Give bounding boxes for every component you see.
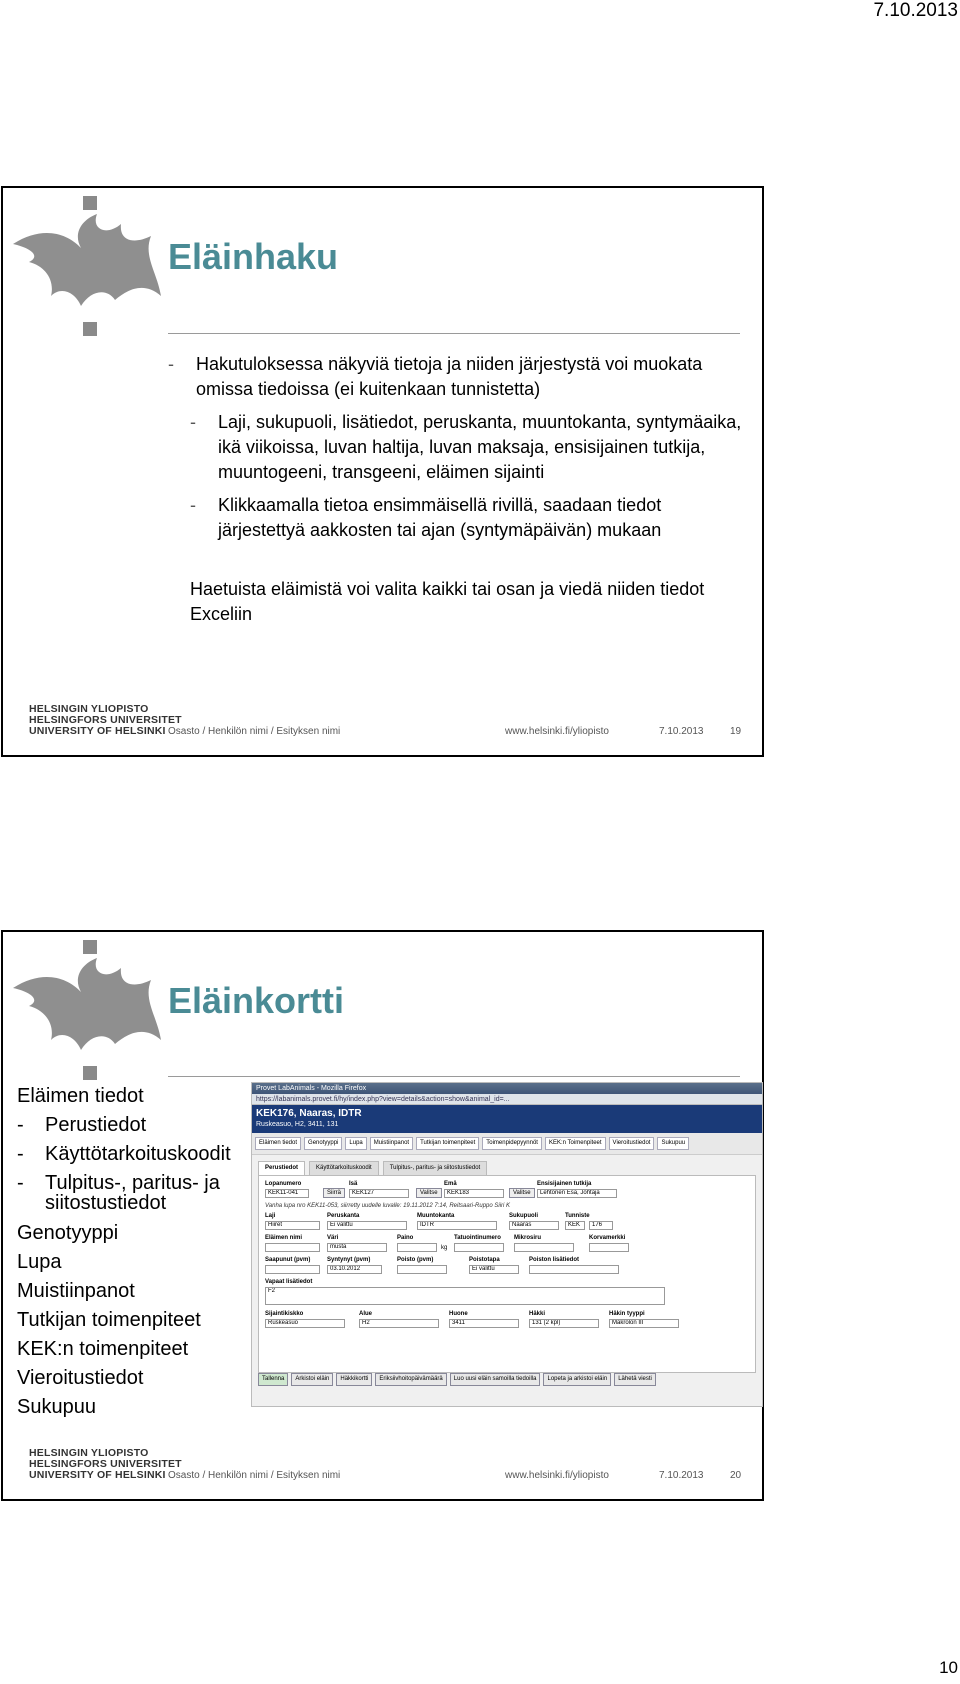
arkistoi-button[interactable]: Arkistoi eläin bbox=[291, 1373, 333, 1386]
bullet-text: Hakutuloksessa näkyviä tietoja ja niiden järjestystä voi muokata omissa tiedoissa (ei kuitenkaan tunnistetta) bbox=[196, 354, 703, 399]
lopanumero-field[interactable]: KEK11-041 bbox=[265, 1189, 309, 1198]
field-label: Isä bbox=[349, 1181, 358, 1187]
huone-select[interactable]: 3411 bbox=[449, 1319, 519, 1328]
slide-eläinhaku bbox=[1, 186, 764, 757]
luo-uusi-button[interactable]: Luo uusi eläin samoilla tiedoilla bbox=[450, 1373, 541, 1386]
field-label: Lopanumero bbox=[265, 1181, 302, 1187]
field-label: Poisto (pvm) bbox=[397, 1257, 434, 1263]
field-label: Tunniste bbox=[565, 1213, 590, 1219]
footer-department: Osasto / Henkilön nimi / Esityksen nimi bbox=[168, 1470, 341, 1481]
poiston-lisatiedot-field[interactable] bbox=[529, 1265, 619, 1274]
footer-department: Osasto / Henkilön nimi / Esityksen nimi bbox=[168, 726, 341, 737]
mikrosiru-field[interactable] bbox=[514, 1243, 574, 1252]
embedded-browser-screenshot bbox=[251, 1082, 763, 1407]
isa-field[interactable]: KEK127 bbox=[349, 1189, 409, 1198]
sub-list-item: - Käyttötarkoituskoodit bbox=[17, 1143, 231, 1165]
page-date: 7.10.2013 bbox=[873, 0, 958, 21]
page-number: 10 bbox=[939, 1658, 958, 1677]
list-item: Vieroitustiedot bbox=[17, 1367, 144, 1389]
ensisijainen-tutkija-select[interactable]: Lehtonen Esa, Johtaja bbox=[537, 1189, 617, 1198]
university-flame-logo-icon bbox=[11, 940, 161, 1080]
nav-kek-toimenpiteet[interactable]: KEK:n Toimenpiteet bbox=[545, 1137, 606, 1150]
lopeta-button[interactable]: Lopeta ja arkistoi eläin bbox=[543, 1373, 611, 1386]
nav-vieroitustiedot[interactable]: Vieroitustiedot bbox=[609, 1137, 655, 1150]
sub-list-item: - Perustiedot bbox=[17, 1114, 147, 1136]
nav-genotyyppi[interactable]: Genotyyppi bbox=[304, 1137, 342, 1150]
korvamerkki-field[interactable] bbox=[589, 1243, 629, 1252]
tab-tulpitus[interactable]: Tulpitus-, paritus- ja siitostustiedot bbox=[383, 1161, 487, 1175]
field-label: Tatuointinumero bbox=[454, 1235, 501, 1241]
field-label: Peruskanta bbox=[327, 1213, 360, 1219]
vapaat-lisatiedot-textarea[interactable]: F2 bbox=[265, 1287, 665, 1305]
bullet-text: Klikkaamalla tietoa ensimmäisellä rivillä, saadaan tiedot järjestettyä aakkosten tai ajan (syntymäpäivän) mukaan bbox=[218, 495, 662, 540]
university-flame-logo-icon bbox=[11, 196, 161, 336]
slide-title: Eläinkortti bbox=[168, 980, 345, 1021]
field-label: Mikrosiru bbox=[514, 1235, 542, 1241]
poisto-field[interactable] bbox=[397, 1265, 447, 1274]
muuntokanta-select[interactable]: IDTR bbox=[417, 1221, 497, 1230]
field-label: Vapaat lisätiedot bbox=[265, 1279, 313, 1285]
nav-sukupuu[interactable]: Sukupuu bbox=[657, 1137, 689, 1150]
nav-toimenpidepyynnot[interactable]: Toimenpidepyynnöt bbox=[482, 1137, 542, 1150]
nav-tutkijan-toimenpiteet[interactable]: Tutkijan toimenpiteet bbox=[416, 1137, 479, 1150]
permit-note: Vanha lupa nro KEK11-053, siirretty uudelle luvalle: 19.11.2012 7:14, Reitsaari-Ruppo Siiri K bbox=[265, 1203, 511, 1209]
tunniste-prefix-field[interactable]: KEK bbox=[565, 1221, 585, 1230]
list-item: Lupa bbox=[17, 1251, 62, 1273]
nav-lupa[interactable]: Lupa bbox=[345, 1137, 366, 1150]
valitse-isa-button[interactable]: Valitse bbox=[416, 1188, 442, 1198]
field-label: Saapunut (pvm) bbox=[265, 1257, 311, 1263]
field-label: Huone bbox=[449, 1311, 468, 1317]
sijaintikiskko-select[interactable]: Ruskeasuo bbox=[265, 1319, 345, 1328]
field-label: Syntynyt (pvm) bbox=[327, 1257, 371, 1263]
animal-header-title: KEK176, Naaras, IDTR bbox=[256, 1108, 362, 1119]
tab-kayttotarkoituskoodit[interactable]: Käyttötarkoituskoodit bbox=[309, 1161, 379, 1175]
sukupuoli-select[interactable]: Naaras bbox=[509, 1221, 559, 1230]
erikoishoito-button[interactable]: Eriksiivhoitopäivämäärä bbox=[375, 1373, 446, 1386]
saapunut-field[interactable] bbox=[265, 1265, 320, 1274]
card-navigation bbox=[252, 1133, 762, 1155]
vari-field[interactable]: musta bbox=[327, 1243, 387, 1252]
animal-header bbox=[252, 1105, 762, 1133]
footer-website: www.helsinki.fi/yliopisto bbox=[505, 1470, 609, 1481]
tab-perustiedot[interactable]: Perustiedot bbox=[258, 1161, 305, 1175]
valitse-ema-button[interactable]: Valitse bbox=[509, 1188, 535, 1198]
list-item: Eläimen tiedot bbox=[17, 1085, 144, 1107]
list-item: Sukupuu bbox=[17, 1396, 96, 1418]
field-label: Emä bbox=[444, 1181, 457, 1187]
field-label: Häkin tyyppi bbox=[609, 1311, 645, 1317]
field-label: Paino bbox=[397, 1235, 414, 1241]
browser-url-bar: https://labanimals.provet.fi/hy/index.php?view=details&action=show&animal_id=... bbox=[252, 1094, 762, 1105]
hakki-select[interactable]: 131 (2 kpl) bbox=[529, 1319, 599, 1328]
footer-date: 7.10.2013 bbox=[659, 1470, 704, 1481]
bullet-text: Laji, sukupuoli, lisätiedot, peruskanta, muuntokanta, syntymäaika, ikä viikoissa, luvan haltija, luvan maksaja, ensisijainen tutkija, muuntogeeni, transgeeni, eläimen sijainti bbox=[218, 412, 742, 482]
animal-header-subtitle: Ruskeasuo, H2, 3411, 131 bbox=[256, 1121, 339, 1128]
laheta-viesti-button[interactable]: Lähetä viesti bbox=[614, 1373, 656, 1386]
field-label: Korvamerkki bbox=[589, 1235, 626, 1241]
bullet-item: - Hakutuloksessa näkyviä tietoja ja niiden järjestystä voi muokata omissa tiedoissa (ei kuitenkaan tunnistetta) bbox=[168, 352, 748, 402]
tallenna-button[interactable]: Tallenna bbox=[258, 1373, 288, 1386]
form-actions bbox=[258, 1373, 656, 1386]
card-section-list bbox=[17, 1082, 252, 1422]
slide-eläinkortti bbox=[1, 930, 764, 1501]
sub-bullet-item: - Laji, sukupuoli, lisätiedot, peruskanta, muuntokanta, syntymäaika, ikä viikoissa, luvan haltija, luvan maksaja, ensisijainen tutkija, muuntogeeni, transgeeni, eläimen sijainti bbox=[190, 410, 748, 485]
list-item: Muistiinpanot bbox=[17, 1280, 135, 1302]
basic-info-form bbox=[258, 1175, 756, 1373]
field-label: Poistotapa bbox=[469, 1257, 500, 1263]
title-divider bbox=[168, 333, 740, 334]
syntynyt-field[interactable]: 03.10.2012 bbox=[327, 1265, 382, 1274]
paragraph: Haetuista eläimistä voi valita kaikki tai osan ja viedä niiden tiedot Exceliin bbox=[190, 579, 705, 624]
slide-title: Eläinhaku bbox=[168, 236, 339, 277]
list-item: KEK:n toimenpiteet bbox=[17, 1338, 189, 1360]
tatuointi-field[interactable] bbox=[454, 1243, 504, 1252]
field-label: Sijaintikiskko bbox=[265, 1311, 304, 1317]
sub-list-item: - Tulpitus-, paritus- ja siitostustiedot bbox=[17, 1172, 220, 1214]
footer-website: www.helsinki.fi/yliopisto bbox=[505, 726, 609, 737]
field-label: Väri bbox=[327, 1235, 339, 1241]
list-item: Tutkijan toimenpiteet bbox=[17, 1309, 201, 1331]
alue-select[interactable]: H2 bbox=[359, 1319, 439, 1328]
field-label: Sukupuoli bbox=[509, 1213, 538, 1219]
university-wordmark: HELSINGIN YLIOPISTO HELSINGFORS UNIVERSITET UNIVERSITY OF HELSINKI bbox=[29, 703, 182, 737]
tunniste-number-field[interactable]: 176 bbox=[589, 1221, 613, 1230]
field-label: Eläimen nimi bbox=[265, 1235, 303, 1241]
hakkikortti-button[interactable]: Häkkikortti bbox=[336, 1373, 372, 1386]
poistotapa-select[interactable]: Ei valittu bbox=[469, 1265, 519, 1274]
footer-date: 7.10.2013 bbox=[659, 726, 704, 737]
nav-muistiinpanot[interactable]: Muistiinpanot bbox=[370, 1137, 413, 1150]
peruskanta-select[interactable]: Ei valittu bbox=[327, 1221, 407, 1230]
paino-unit: kg bbox=[441, 1245, 448, 1251]
nimi-field[interactable] bbox=[265, 1243, 320, 1252]
siirra-button[interactable]: Siirrä bbox=[323, 1188, 345, 1198]
title-divider bbox=[168, 1076, 740, 1077]
list-item: Genotyyppi bbox=[17, 1222, 119, 1244]
slide-body bbox=[168, 352, 748, 627]
field-label: Häkki bbox=[529, 1311, 546, 1317]
sub-bullet-item: - Klikkaamalla tietoa ensimmäisellä rivillä, saadaan tiedot järjestettyä aakkosten tai ajan (syntymäpäivän) mukaan bbox=[190, 493, 748, 543]
field-label: Muuntokanta bbox=[417, 1213, 455, 1219]
nav-eläimen-tiedot[interactable]: Eläimen tiedot bbox=[255, 1137, 301, 1150]
field-label: Alue bbox=[359, 1311, 373, 1317]
university-wordmark: HELSINGIN YLIOPISTO HELSINGFORS UNIVERSITET UNIVERSITY OF HELSINKI bbox=[29, 1447, 182, 1481]
paino-field[interactable] bbox=[397, 1243, 437, 1252]
hakin-tyyppi-select[interactable]: Makrolon III bbox=[609, 1319, 679, 1328]
ema-field[interactable]: KEK183 bbox=[444, 1189, 504, 1198]
field-label: Poiston lisätiedot bbox=[529, 1257, 580, 1263]
laji-select[interactable]: Hiiret bbox=[265, 1221, 320, 1230]
footer-slide-number: 20 bbox=[730, 1470, 742, 1481]
field-label: Laji bbox=[265, 1213, 276, 1219]
footer-slide-number: 19 bbox=[730, 726, 742, 737]
field-label: Ensisijainen tutkija bbox=[537, 1181, 592, 1187]
browser-title-bar: Provet LabAnimals - Mozilla Firefox bbox=[252, 1083, 762, 1094]
card-tabs bbox=[252, 1155, 762, 1175]
